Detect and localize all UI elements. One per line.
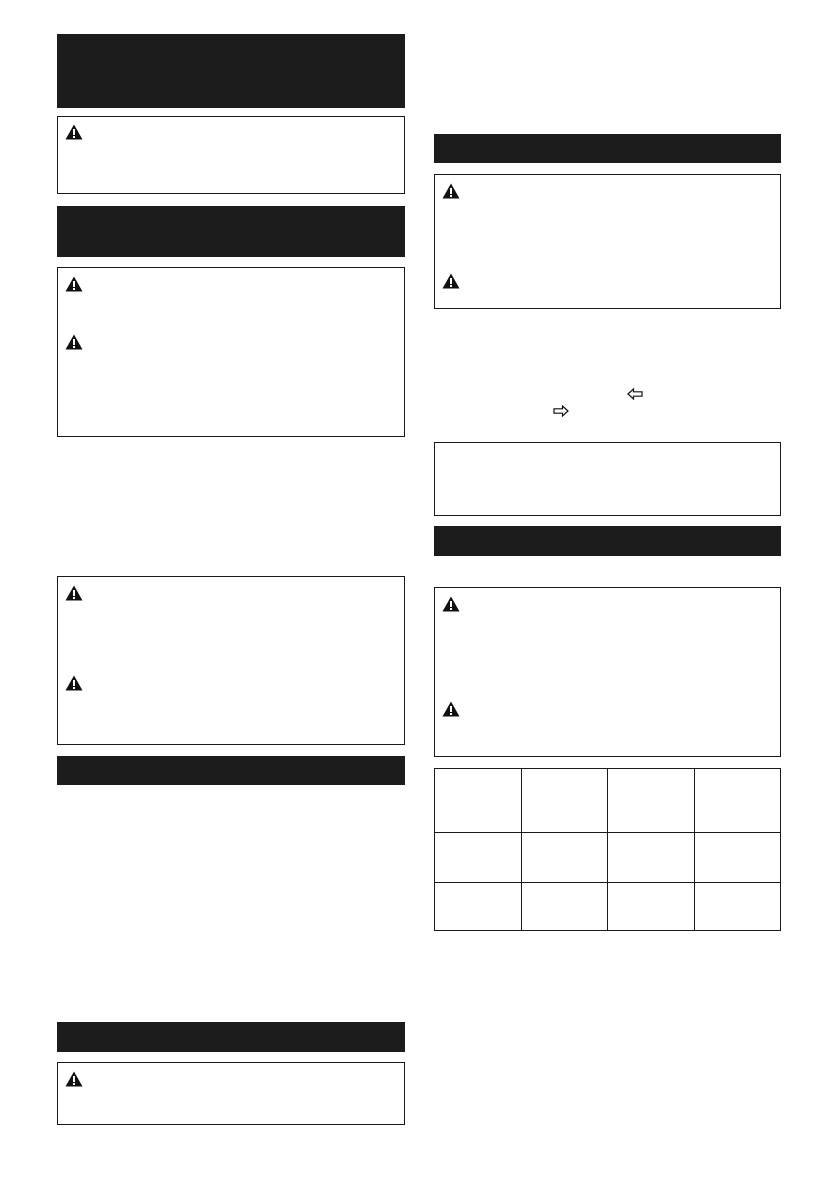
warning-triangle-icon [442,183,460,199]
warning-triangle-icon [442,596,460,612]
section-header-bar-4 [57,1022,405,1052]
warning-triangle-icon [442,273,460,289]
section-header-bar-2 [57,206,405,257]
section-header-bar-6 [434,526,781,556]
warning-box-6 [434,587,781,757]
table-column-divider [521,769,522,930]
table-column-divider [607,769,608,930]
section-header-bar-3 [57,756,405,785]
right-arrow-icon [553,405,569,417]
table-column-divider [694,769,695,930]
warning-triangle-icon [65,334,83,350]
warning-box-5 [434,174,781,309]
warning-triangle-icon [65,675,83,691]
warning-triangle-icon [442,701,460,717]
warning-box-2 [57,267,405,437]
data-table [434,768,781,931]
warning-triangle-icon [65,585,83,601]
warning-triangle-icon [65,1071,83,1087]
warning-triangle-icon [65,124,83,140]
table-row-divider [435,832,780,833]
warning-box-1 [57,116,405,194]
table-row-divider [435,882,780,883]
warning-box-3 [57,576,405,745]
section-header-bar-5 [434,134,781,163]
section-header-bar-1 [57,34,405,108]
warning-box-4 [57,1062,405,1125]
left-arrow-icon [627,388,643,400]
note-box [434,442,781,516]
warning-triangle-icon [65,276,83,292]
